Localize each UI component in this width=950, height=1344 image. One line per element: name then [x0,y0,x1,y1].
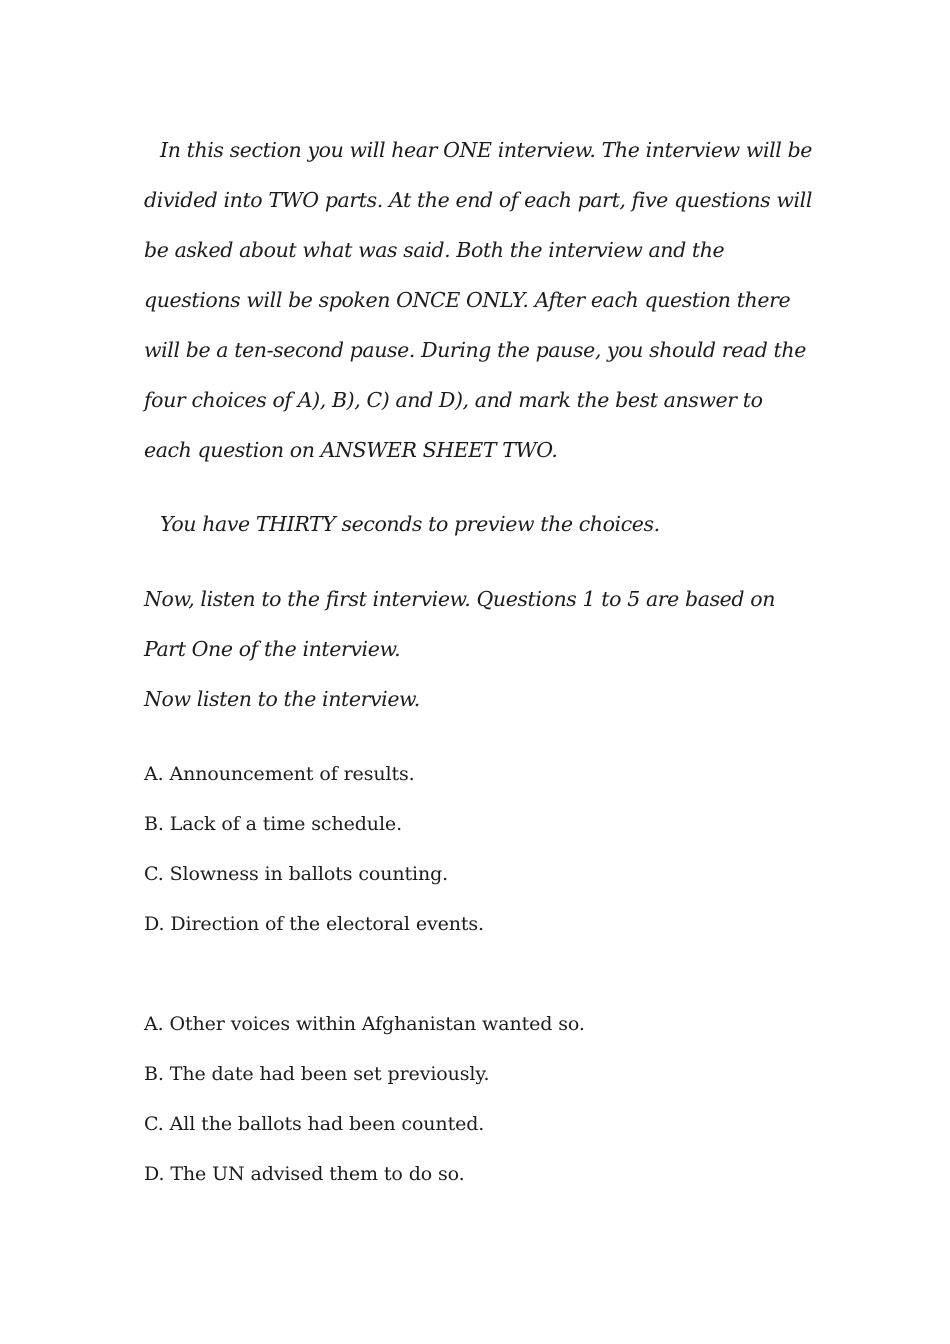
question-2-option-c: C. All the ballots had been counted. [144,1113,485,1135]
question-1-option-a: A. Announcement of results. [144,763,415,785]
preview-time-instruction: You have THIRTY seconds to preview the choices. [160,512,660,536]
listen-now-instruction: Now listen to the interview. [144,687,420,711]
question-2-options [144,999,814,1199]
question-1-option-c: C. Slowness in ballots counting. [144,863,449,885]
question-2-option-d: D. The UN advised them to do so. [144,1163,465,1185]
question-1-option-b: B. Lack of a time schedule. [144,813,403,835]
section-instructions: In this section you will hear ONE interview. The interview will be divided into TWO parts. At the end of each part, five questions will be asked about what was said. Both the interview and the questions will be spoken ONCE ONLY. After each question there will be a ten-second pause. During the pause, you should read the four choices of A), B), C) and D), and mark the best answer to each question on ANSWER SHEET TWO. [144,138,813,462]
question-1-option-d: D. Direction of the electoral events. [144,913,484,935]
question-2-option-a: A. Other voices within Afghanistan wanted so. [144,1013,585,1035]
question-1-options [144,749,814,949]
question-2-option-b: B. The date had been set previously. [144,1063,490,1085]
part-one-intro: Now, listen to the first interview. Questions 1 to 5 are based on Part One of the interview. [144,587,776,661]
document-content [144,125,814,1199]
